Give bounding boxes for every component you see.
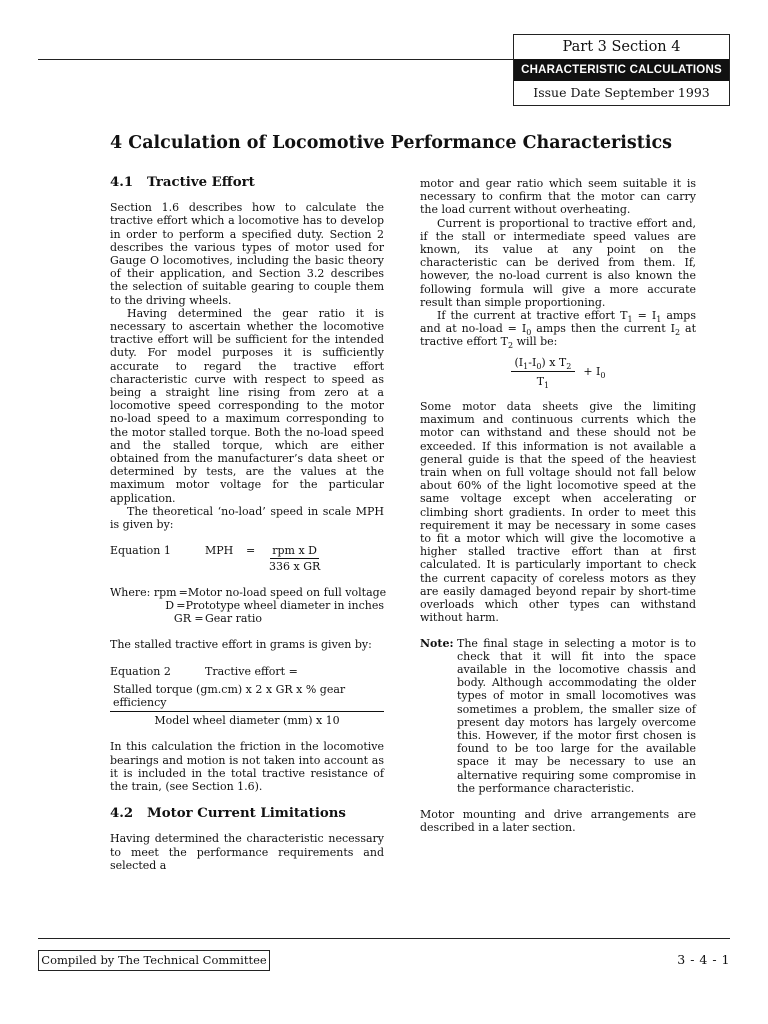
equation-1-equals: =: [246, 544, 256, 558]
equation-2-label: Equation 2: [110, 664, 171, 678]
motor-current-para-5: Motor mounting and drive arrangements are described in a later section.: [420, 807, 696, 835]
equation-1-numerator: rpm x D: [270, 544, 319, 559]
definition-symbol: D: [165, 598, 175, 612]
equation-1-fraction: [269, 544, 320, 573]
section-4-1-title: Tractive Effort: [147, 175, 255, 190]
definition-text: Prototype wheel diameter in inches: [185, 598, 384, 612]
equation-1-label: Equation 1: [110, 544, 171, 558]
section-4-2-title: Motor Current Limitations: [147, 806, 346, 822]
equation-1-lhs: MPH: [205, 544, 234, 558]
current-formula-denominator: $T_1$: [536, 374, 550, 390]
footer-rule: [38, 938, 730, 939]
issue-date: Issue Date September 1993: [533, 85, 710, 100]
motor-current-para-1-continued: motor and gear ratio which seem suitable it is necessary to confirm that the motor can carry the load current without overheating.: [420, 177, 696, 217]
tractive-effort-para-2: Having determined the gear ratio it is necessary to ascertain whether the locomotive tractive effort will be sufficient for the intended duty. For model purposes it is sufficiently accurate to regard the tractive effort characteristic curve with respect to speed as being a straight line rising from zero at a locomotive speed corresponding to the motor no-load speed to a maximum corresponding to the motor stalled torque. Both the no-load speed and the stalled torque, which are either obtained from the manufacturer’s data sheet or determined by tests, are the values at the maximum motor voltage for the particular application.: [110, 306, 384, 505]
tractive-effort-para-1: Section 1.6 describes how to calculate the tractive effort which a locomotive has to develop in order to perform a specified duty. Section 2 describes the various types of motor used for Gauge O locomotives, including the basic theory of their application, and Section 3.2 describes the selection of suitable gearing to couple them to the driving wheels.: [110, 201, 384, 307]
compiled-by-box: Compiled by The Technical Committee: [38, 950, 270, 971]
equation-2-fraction: [110, 683, 384, 728]
note-block: [420, 637, 696, 795]
section-4-2-number: 4.2: [110, 806, 134, 822]
equation-2-numerator: Stalled torque (gm.cm) x 2 x GR x % gear efficiency: [110, 683, 384, 712]
equation-2-lhs: Tractive effort =: [205, 664, 298, 678]
motor-current-para-3: If the current at tractive effort $T_1 = I_1$ amps and at no-load = $I_0$ amps then the current $I_2$ at tractive effort $T_2$ will be:: [420, 309, 696, 351]
characteristic-calculations-band: CHARACTERISTIC CALCULATIONS: [514, 59, 729, 81]
definition-equals: =: [194, 612, 204, 626]
page-title: 4 Calculation of Locomotive Performance Characteristics: [110, 133, 672, 153]
section-4-1-heading: [110, 176, 384, 189]
section-4-1-number: 4.1: [110, 175, 134, 190]
motor-current-para-2: Current is proportional to tractive effort and, if the stall or intermediate speed values are known, its value at any point on the characteristic can be derived from them. If, however, the no-load current is also known the following formula will give a more accurate result than simple proportioning.: [420, 216, 696, 309]
section-4-2-heading: [110, 807, 384, 820]
definition-symbol: Where: rpm: [110, 585, 177, 599]
definition-rpm: [110, 585, 387, 599]
note-label: Note:: [420, 636, 454, 650]
equation-1-denominator: 336 x GR: [269, 560, 321, 574]
definition-equals: =: [178, 585, 188, 599]
equation-1: [110, 544, 384, 573]
definition-text: Motor no-load speed on full voltage: [187, 585, 387, 599]
current-formula: [420, 356, 696, 388]
current-formula-fraction: [511, 356, 576, 388]
tractive-effort-para-4: The stalled tractive effort in grams is given by:: [110, 638, 372, 652]
current-formula-numerator: $(I_1-I_0)$ x $T_2$: [511, 356, 576, 372]
header-box: [513, 34, 730, 106]
motor-current-para-4: Some motor data sheets give the limiting maximum and continuous currents which the motor can withstand and these should not be exceeded. If this information is not available a general guide is that the speed of the heaviest train when on full voltage should not fall below about 60% of the light locomotive speed at the same voltage except when accelerating or climbing short gradients. In order to meet this requirement it may be necessary in some cases to fit a motor which will give the locomotive a higher stalled tractive effort than at first calculated. It is particularly important to check the current capacity of coreless motors as they are easily damaged beyond repair by short-time overloads which other types can withstand without harm.: [420, 400, 696, 625]
tractive-effort-para-3: The theoretical ‘no-load’ speed in scale MPH is given by:: [110, 504, 384, 532]
equation-2-label-row: [110, 665, 384, 678]
equation-2-denominator: Model wheel diameter (mm) x 10: [154, 714, 340, 728]
note-text: The final stage in selecting a motor is to check that it will fit into the space available in the locomotive chassis and body. Although accommodating the older types of motor in small locomotives was sometimes a problem, the smaller size of present day motors has largely overcome this. However, if the motor first chosen is found to be too large for the available space it may be necessary to use an alternative requiring some compromise in the performance characteristic.: [457, 636, 696, 795]
tractive-effort-para-5: In this calculation the friction in the locomotive bearings and motion is not taken into account as it is included in the total tractive resistance of the train, (see Section 1.6).: [110, 740, 384, 793]
definition-d: [110, 599, 384, 612]
definition-gr: [110, 612, 384, 625]
definition-equals: =: [176, 598, 186, 612]
variable-definitions: [110, 585, 387, 626]
right-column: [420, 177, 696, 834]
definition-text: Gear ratio: [205, 612, 262, 626]
page-number: 3 - 4 - 1: [677, 952, 730, 967]
current-formula-plus-term: + $I_0$: [583, 365, 606, 381]
definition-symbol: GR: [173, 612, 191, 626]
left-column: [110, 175, 387, 872]
motor-current-para-1: Having determined the characteristic necessary to meet the performance requirements and selected a: [110, 832, 384, 872]
part-section-label: Part 3 Section 4: [562, 39, 681, 55]
